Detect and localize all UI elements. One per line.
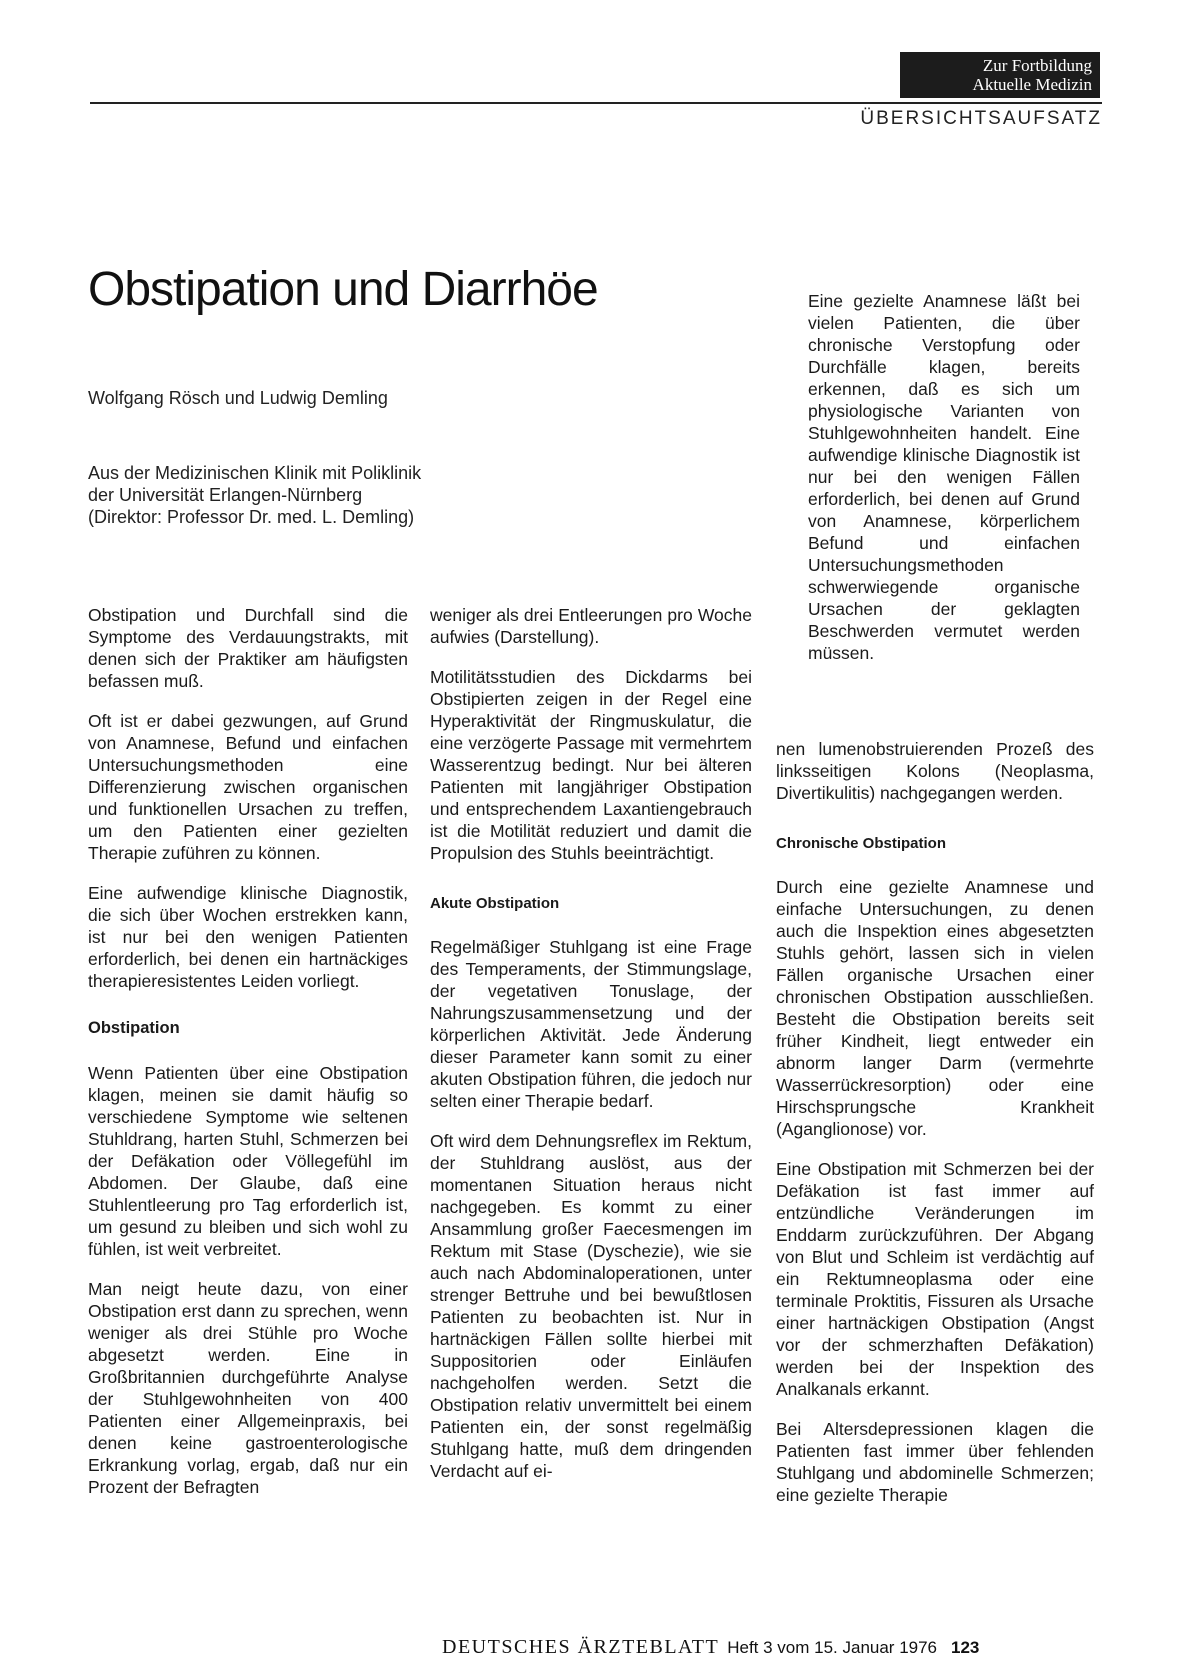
paragraph: Durch eine gezielte Anamnese und einfache Untersuchungen, zu denen auch die Inspektion eines abgesetzten Stuhls gehört, lassen sich in vielen Fällen organische Ursachen einer chronischen Obstipation ausschließen. Besteht die Obstipation bereits seit früher Kindheit, liegt entweder ein abnorm langer Darm (vermehrte Wasserrückresorption) oder eine Hirschsprungsche Krankheit (Aganglionose) vor. — [776, 877, 1094, 1139]
paragraph: weniger als drei Entleerungen pro Woche aufwies (Darstellung). — [430, 605, 752, 647]
rubric-line-1: Zur Fortbildung — [982, 56, 1092, 75]
paragraph: Obstipation und Durchfall sind die Symptome des Verdauungstrakts, mit denen sich der Praktiker am häufigsten befassen muß. — [88, 605, 408, 691]
header-rule — [90, 102, 1102, 104]
authors: Wolfgang Rösch und Ludwig Demling — [88, 388, 388, 408]
section-heading: Akute Obstipation — [430, 895, 560, 912]
rubric-line-2: Aktuelle Medizin — [972, 75, 1092, 94]
issue-info: Heft 3 vom 15. Januar 1976 — [727, 1638, 938, 1657]
column-2 — [430, 604, 752, 1500]
column-1 — [88, 604, 408, 1516]
paragraph: Wenn Patienten über eine Obstipation klagen, meinen sie damit häufig so verschiedene Symptome wie seltenen Stuhldrang, harten Stuhl, Schmerzen bei der Defäkation oder Völlegefühl im Abdomen. Der Glaube, daß eine Stuhlentleerung pro Tag erforderlich ist, um gesund zu bleiben und sich wohl zu fühlen, ist weit verbreitet. — [88, 1063, 408, 1259]
section-label: ÜBERSICHTSAUFSATZ — [860, 108, 1102, 129]
paragraph: Regelmäßiger Stuhlgang ist eine Frage des Temperaments, der Stimmungslage, der vegetativen Tonuslage, der Nahrungszusammensetzung und der körperlichen Aktivität. Jede Änderung dieser Parameter kann somit zu einer akuten Obstipation führen, die jedoch nur selten einer Therapie bedarf. — [430, 937, 752, 1111]
affiliation-line-2: der Universität Erlangen-Nürnberg — [88, 485, 363, 505]
article-title: Obstipation und Diarrhöe — [88, 263, 598, 316]
summary-abstract — [808, 290, 1080, 682]
paragraph: Eine Obstipation mit Schmerzen bei der Defäkation ist fast immer auf entzündliche Veränderungen im Enddarm zurückzuführen. Der Abgang von Blut und Schleim ist verdächtig auf ein Rektumneoplasma oder eine terminale Proktitis, Fissuren als Ursache einer hartnäckigen Obstipation (Angst vor der schmerzhaften Defäkation) werden bei der Inspektion des Analkanals erkannt. — [776, 1159, 1094, 1399]
column-3 — [776, 738, 1094, 1524]
paragraph: Oft wird dem Dehnungsreflex im Rektum, der Stuhldrang auslöst, aus der momentanen Situation heraus nicht nachgegeben. Es kommt zu einer Ansammlung großer Faecesmengen im Rektum mit Stase (Dyschezie), wie sie auch nach Abdominaloperationen, unter strenger Bettruhe und bei bewußtlosen Patienten zu beobachten ist. Nur in hartnäckigen Fällen sollte hierbei mit Suppositorien oder Einläufen nachgeholfen werden. Setzt die Obstipation relativ unvermittelt bei einem Patienten ein, der sonst regelmäßig Stuhlgang hatte, muß dem dringenden Verdacht auf ei- — [430, 1131, 752, 1481]
page-number: 123 — [951, 1638, 980, 1657]
summary-text: Eine gezielte Anamnese läßt bei vielen Patienten, die über chronische Verstopfung oder Durchfälle klagen, bereits erkennen, daß es sich um physiologische Varianten von Stuhlgewohnheiten handelt. Eine aufwendige klinische Diagnostik ist nur bei den wenigen Fällen erforderlich, bei denen auf Grund von Anamnese, körperlichem Befund und einfachen Untersuchungsmethoden schwerwiegende organische Ursachen der geklagten Beschwerden vermutet werden müssen. — [808, 291, 1080, 663]
paragraph: Bei Altersdepressionen klagen die Patienten fast immer über fehlenden Stuhlgang und abdominelle Schmerzen; eine gezielte Therapie — [776, 1419, 1094, 1505]
rubric-badge — [900, 52, 1100, 98]
journal-name: DEUTSCHES ÄRZTEBLATT — [442, 1636, 720, 1658]
page-footer — [442, 1636, 979, 1659]
paragraph: nen lumenobstruierenden Prozeß des linksseitigen Kolons (Neoplasma, Divertikulitis) nachgegangen werden. — [776, 739, 1094, 803]
affiliation-line-1: Aus der Medizinischen Klinik mit Poliklinik — [88, 463, 422, 483]
paragraph: Motilitätsstudien des Dickdarms bei Obstipierten zeigen in der Regel eine Hyperaktivität der Ringmuskulatur, die eine verzögerte Passage mit vermehrtem Wasserentzug bedingt. Nur bei älteren Patienten mit langjähriger Obstipation und entsprechendem Laxantiengebrauch ist die Motilität reduziert und damit die Propulsion des Stuhls beeinträchtigt. — [430, 667, 752, 863]
paragraph: Oft ist er dabei gezwungen, auf Grund von Anamnese, Befund und einfachen Untersuchungsmethoden eine Differenzierung zwischen organischen und funktionellen Ursachen zu treffen, um den Patienten einer gezielten Therapie zuführen zu können. — [88, 711, 408, 863]
section-heading: Chronische Obstipation — [776, 835, 947, 852]
paragraph: Man neigt heute dazu, von einer Obstipation erst dann zu sprechen, wenn weniger als drei Stühle pro Woche abgesetzt werden. Eine in Großbritannien durchgeführte Analyse der Stuhlgewohnheiten von 400 Patienten einer Allgemeinpraxis, bei denen keine gastroenterologische Erkrankung vorlag, ergab, daß nur ein Prozent der Befragten — [88, 1279, 408, 1497]
section-heading: Obstipation — [88, 1019, 180, 1037]
affiliation — [88, 462, 421, 528]
affiliation-line-3: (Direktor: Professor Dr. med. L. Demling) — [88, 507, 415, 527]
paragraph: Eine aufwendige klinische Diagnostik, die sich über Wochen erstrekken kann, ist nur bei den wenigen Patienten erforderlich, bei denen ein hartnäckiges therapieresistentes Leiden vorliegt. — [88, 883, 408, 991]
